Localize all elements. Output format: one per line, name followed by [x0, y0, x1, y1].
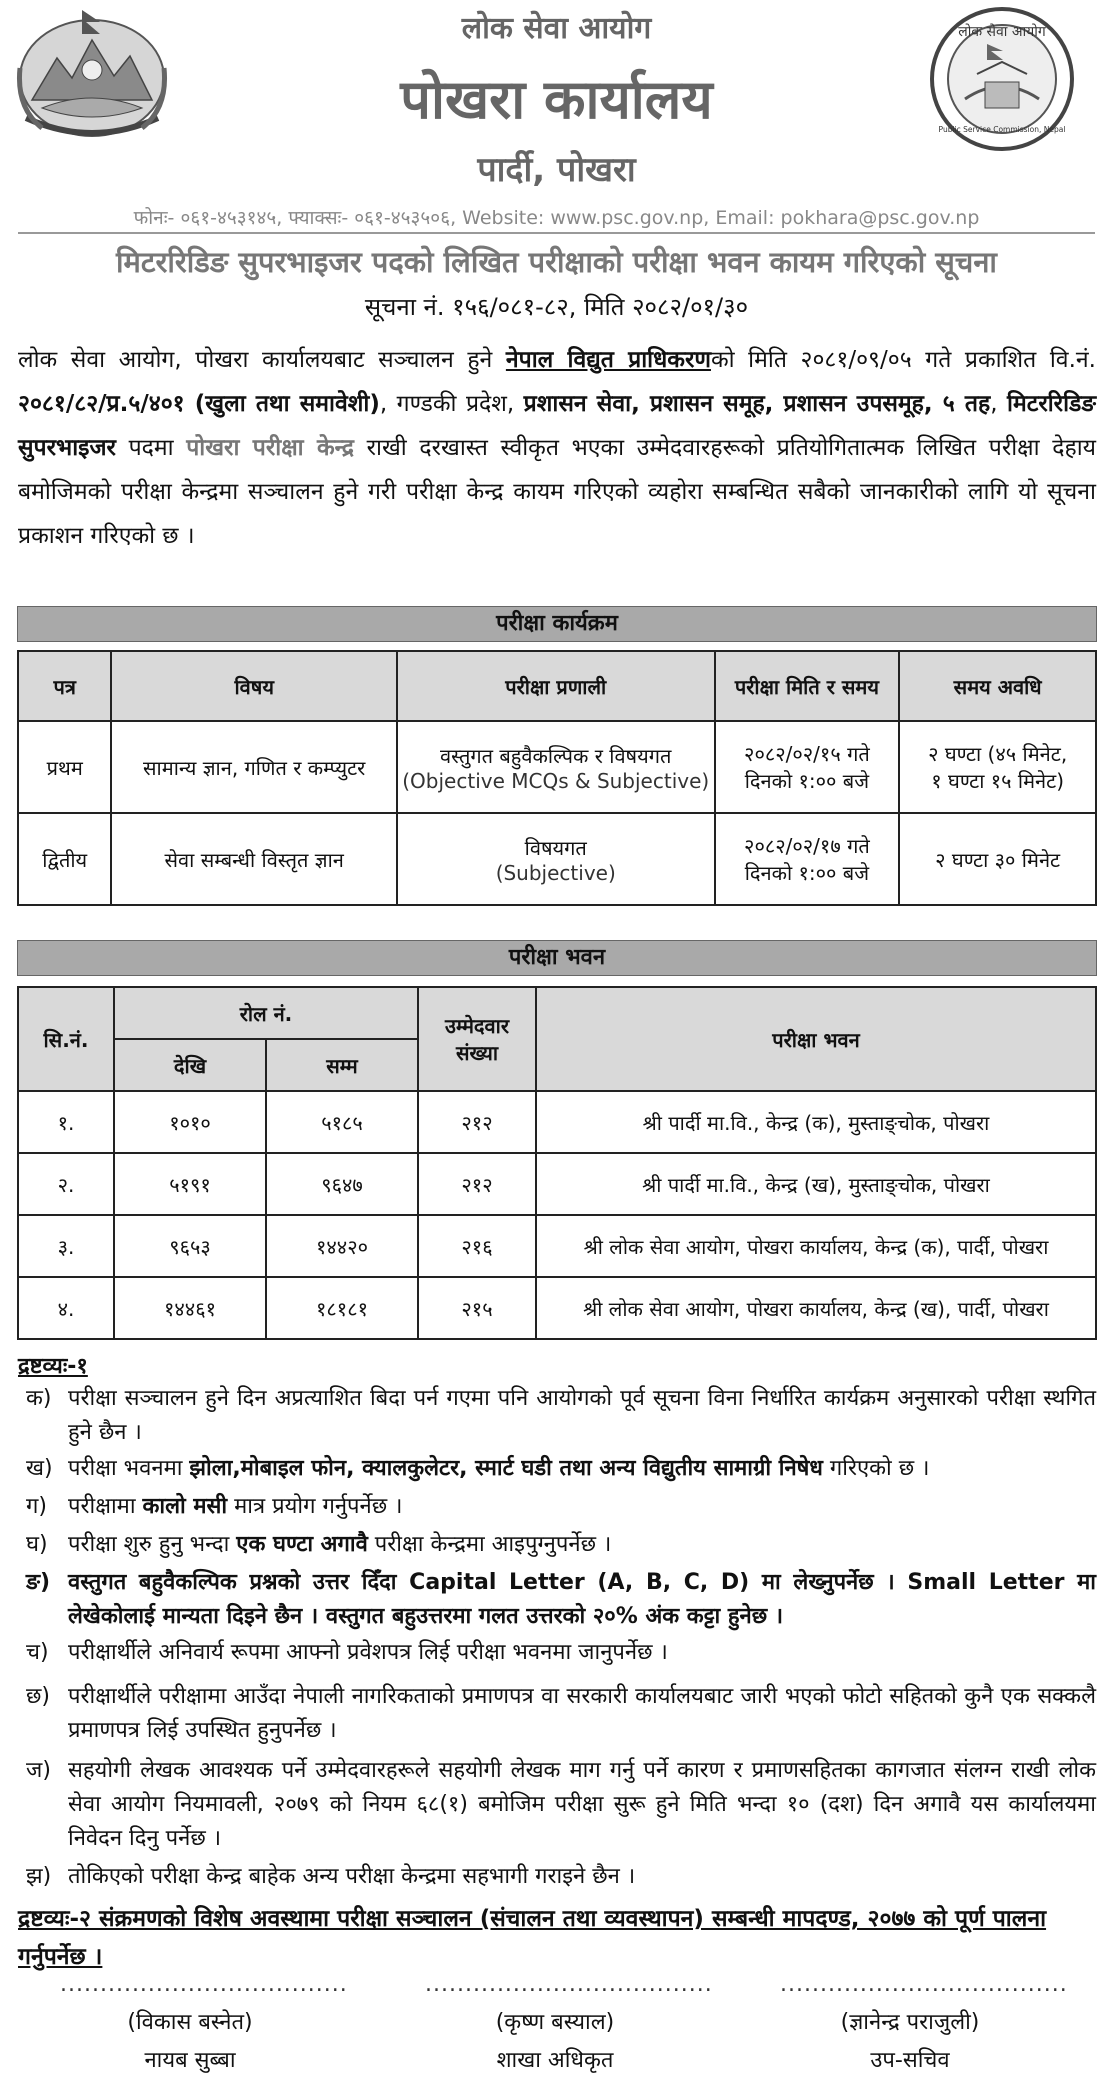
signatory-title: नायब सुब्बा [144, 2048, 236, 2073]
cell-to: १४४२० [266, 1215, 418, 1277]
note-text: तोकिएको परीक्षा केन्द्र बाहेक अन्य परीक्षा केन्द्रमा सहभागी गराइने छैन । [68, 1864, 636, 1889]
seal-bottom-text: Public Service Commission, Nepal [938, 125, 1066, 134]
col-date: परीक्षा मिति र समय [715, 651, 900, 721]
cell-paper: द्वितीय [18, 813, 111, 905]
system-text: वस्तुगत बहुवैकल्पिक र विषयगत [440, 743, 672, 768]
note-text [68, 1452, 1096, 1486]
table-header-row [18, 987, 1096, 1039]
cell-sn: १. [18, 1091, 114, 1153]
office-name: पोखरा कार्यालय [400, 68, 713, 131]
notice-number: सूचना नं. १५६/०८१-८२, मिति २०८२/०१/३० [364, 293, 749, 321]
body-bold: नेपाल विद्युत प्राधिकरण [505, 347, 711, 373]
cell-from: १०१० [114, 1091, 266, 1153]
centres-table [17, 986, 1097, 1340]
cell-subject: सेवा सम्बन्धी विस्तृत ज्ञान [111, 813, 397, 905]
table-row [18, 813, 1096, 905]
duration-text: २ घण्टा (४५ मिनेट, [928, 742, 1068, 766]
body-highlight: पोखरा परीक्षा केन्द्र [186, 435, 354, 461]
schedule-band: परीक्षा कार्यक्रम [17, 606, 1097, 642]
note-item [26, 1860, 1096, 1894]
duration-text-2: १ घण्टा १५ मिनेट) [931, 769, 1065, 793]
table-row [18, 1091, 1096, 1153]
note-mark: ख) [26, 1456, 53, 1481]
office-location: पार्दी, पोखरा [477, 150, 636, 190]
note-text: वस्तुगत बहुवैकल्पिक प्रश्नको उत्तर दिँदा Capital Letter (A, B, C, D) मा लेख्नुपर्नेछ । Small Letter मा लेखेकोलाई मान्यता दिइने छैन । वस्तुगत बहुउत्तरमा गलत उत्तरको २०% अंक कट्टा हुनेछ । [68, 1570, 1096, 1629]
system-text-en: (Subjective) [495, 860, 616, 885]
body-bold: २०८१/८२/प्र.५/४०१ (खुला तथा समावेशी) [18, 391, 380, 417]
note-text [68, 1490, 1096, 1524]
cell-paper: प्रथम [18, 721, 111, 813]
signature-line: .................................... [60, 1972, 348, 1997]
signatory-name: (विकास बस्नेत) [127, 2010, 253, 2035]
date-text: २०८२/०२/१७ गते [744, 834, 870, 858]
cell-from: १४४६१ [114, 1277, 266, 1339]
note-mark: छ) [26, 1684, 51, 1709]
footer-note: द्रष्टव्यः-२ संक्रमणको विशेष अवस्थामा परीक्षा सञ्चालन (संचालन तथा व्यवस्थापन) सम्बन्धी मापदण्ड, २०७७ को पूर्ण पालना गर्नुपर्नेछ । [18, 1906, 1047, 1970]
cell-to: ९६४७ [266, 1153, 418, 1215]
table-row [18, 721, 1096, 813]
body-text: पदमा [115, 435, 187, 461]
note-item [26, 1680, 1096, 1748]
note-mark: च) [26, 1640, 49, 1665]
note-bold: एक घण्टा अगावै [236, 1532, 368, 1557]
notes-heading: द्रष्टव्यः-१ [18, 1354, 88, 1379]
note-item [26, 1528, 1096, 1562]
body-text: , गण्डकी प्रदेश, [379, 391, 524, 417]
note-text [68, 1528, 1096, 1562]
header-divider [18, 232, 1095, 234]
signature-block [780, 1966, 1068, 2080]
signature-line: .................................... [780, 1972, 1068, 1997]
signatory-name: (कृष्ण बस्याल) [495, 2010, 615, 2035]
signature-line: .................................... [425, 1972, 713, 1997]
col-system: परीक्षा प्रणाली [397, 651, 715, 721]
count-header-2: संख्या [456, 1041, 498, 1065]
note-text-part: परीक्षा शुरु हुनु भन्दा [68, 1532, 237, 1557]
table-header-row [18, 651, 1096, 721]
signature-block [425, 1966, 713, 2080]
cell-duration: २ घण्टा ३० मिनेट [899, 813, 1096, 905]
centres-band: परीक्षा भवन [17, 940, 1097, 976]
body-text: , [990, 391, 1008, 417]
note-mark: ज) [26, 1758, 51, 1783]
body-text: लोक सेवा आयोग, पोखरा कार्यालयबाट सञ्चालन हुने [18, 347, 506, 373]
cell-system [397, 813, 715, 905]
note-text-part: परीक्षा भवनमा [68, 1456, 190, 1481]
count-header-1: उम्मेदवार [445, 1014, 509, 1038]
col-paper: पत्र [18, 651, 111, 721]
note-bold: झोला,मोबाइल फोन, क्यालकुलेटर, स्मार्ट घडी तथा अन्य विद्युतीय सामाग्री निषेध [189, 1456, 823, 1481]
cell-centre: श्री लोक सेवा आयोग, पोखरा कार्यालय, केन्द्र (ख), पार्दी, पोखरा [536, 1277, 1096, 1339]
cell-from: ९६५३ [114, 1215, 266, 1277]
time-text: दिनको १:०० बजे [744, 769, 870, 793]
signature-block [60, 1966, 348, 2080]
cell-count: २१२ [418, 1153, 536, 1215]
cell-to: ५१८५ [266, 1091, 418, 1153]
note-item [26, 1490, 1096, 1524]
cell-subject: सामान्य ज्ञान, गणित र कम्प्युटर [111, 721, 397, 813]
system-text: विषयगत [524, 835, 587, 860]
note-text: परीक्षार्थीले अनिवार्य रूपमा आफ्नो प्रवेशपत्र लिई परीक्षा भवनमा जानुपर्नेछ । [68, 1640, 668, 1665]
seal-top-text: लोक सेवा आयोग [958, 24, 1046, 40]
note-text-part: परीक्षा केन्द्रमा आइपुग्नुपर्नेछ । [367, 1532, 612, 1557]
cell-sn: ४. [18, 1277, 114, 1339]
cell-duration [899, 721, 1096, 813]
note-mark: क) [26, 1386, 52, 1411]
note-text: परीक्षार्थीले परीक्षामा आउँदा नेपाली नागरिकताको प्रमाणपत्र वा सरकारी कार्यालयबाट जारी भएको फोटो सहितको कुनै एक सक्कलै प्रमाणपत्र लिई उपस्थित हुनुपर्नेछ । [68, 1684, 1096, 1743]
note-text: परीक्षा सञ्चालन हुने दिन अप्रत्याशित बिदा पर्न गएमा पनि आयोगको पूर्व सूचना विना निर्धारित कार्यक्रम अनुसारको परीक्षा स्थगित हुने छैन । [68, 1386, 1096, 1445]
note-mark: ङ) [26, 1570, 51, 1595]
cell-sn: ३. [18, 1215, 114, 1277]
cell-sn: २. [18, 1153, 114, 1215]
col-from: देखि [114, 1039, 266, 1091]
date-text: २०८२/०२/१५ गते [744, 742, 870, 766]
cell-centre: श्री लोक सेवा आयोग, पोखरा कार्यालय, केन्द्र (क), पार्दी, पोखरा [536, 1215, 1096, 1277]
note-mark: झ) [26, 1864, 52, 1889]
signatory-title: उप-सचिव [870, 2048, 950, 2073]
signatory-name: (ज्ञानेन्द्र पराजुली) [840, 2010, 980, 2035]
table-row [18, 1153, 1096, 1215]
col-sn: सि.नं. [18, 987, 114, 1091]
org-name: लोक सेवा आयोग [461, 11, 652, 46]
cell-count: २१२ [418, 1091, 536, 1153]
col-subject: विषय [111, 651, 397, 721]
note-text-part: परीक्षामा [68, 1494, 143, 1519]
cell-centre: श्री पार्दी मा.वि., केन्द्र (क), मुस्ताङ्चोक, पोखरा [536, 1091, 1096, 1153]
note-item [26, 1452, 1096, 1486]
cell-date [715, 813, 900, 905]
note-text-part: मात्र प्रयोग गर्नुपर्नेछ । [227, 1494, 403, 1519]
body-bold: मिटररिडिङ सुपरभाइजर [18, 391, 1097, 461]
contact-info: फोनः- ०६१-४५३१४५, फ्याक्सः- ०६१-४५३५०६, Website: www.psc.gov.np, Email: pokhara@psc.gov.np [133, 207, 980, 229]
note-text: सहयोगी लेखक आवश्यक पर्ने उम्मेदवारहरूले सहयोगी लेखक माग गर्नु पर्ने कारण र प्रमाणसहितका कागजात संलग्न राखी लोक सेवा आयोग नियमावली, २०७९ को नियम ६८(१) बमोजिम परीक्षा सुरू हुने मिति भन्दा १० (दश) दिन अगावै यस कार्यालयमा निवेदन दिनु पर्नेछ । [68, 1758, 1096, 1851]
schedule-table [17, 650, 1097, 906]
col-to: सम्म [266, 1039, 418, 1091]
cell-date [715, 721, 900, 813]
note-mark: ग) [26, 1494, 47, 1519]
note-text-part: गरिएको छ । [822, 1456, 930, 1481]
cell-from: ५१९१ [114, 1153, 266, 1215]
cell-count: २१६ [418, 1215, 536, 1277]
system-text-en: (Objective MCQs & Subjective) [402, 768, 710, 793]
body-bold: प्रशासन सेवा, प्रशासन समूह, प्रशासन उपसमूह, ५ तह [523, 391, 991, 417]
note-item [26, 1382, 1096, 1450]
time-text: दिनको १:०० बजे [744, 861, 870, 885]
note-item [26, 1754, 1096, 1856]
body-text: को मिति २०८१/०९/०५ गते प्रकाशित वि.नं. [710, 347, 1096, 373]
note-item [26, 1566, 1096, 1634]
notice-title: मिटररिडिङ सुपरभाइजर पदको लिखित परीक्षाको परीक्षा भवन कायम गरिएको सूचना [116, 245, 997, 279]
body-text: राखी दरखास्त स्वीकृत भएका उम्मेदवारहरूको प्रतियोगितात्मक लिखित परीक्षा देहाय बमोजिमको परीक्षा केन्द्रमा सञ्चालन हुने गरी परीक्षा केन्द्र कायम गरिएको व्यहोरा सम्बन्धित सबैको जानकारीको लागि यो सूचना प्रकाशन गरिएको छ । [18, 435, 1096, 549]
col-roll: रोल नं. [114, 987, 418, 1039]
notice-body [18, 338, 1096, 558]
note-bold: कालो मसी [142, 1494, 228, 1519]
table-row [18, 1277, 1096, 1339]
table-row [18, 1215, 1096, 1277]
col-centre: परीक्षा भवन [536, 987, 1096, 1091]
signatory-title: शाखा अधिकृत [496, 2048, 614, 2073]
col-duration: समय अवधि [899, 651, 1096, 721]
note-item [26, 1636, 1096, 1670]
cell-system [397, 721, 715, 813]
cell-count: २१५ [418, 1277, 536, 1339]
note-mark: घ) [26, 1532, 48, 1557]
cell-centre: श्री पार्दी मा.वि., केन्द्र (ख), मुस्ताङ्चोक, पोखरा [536, 1153, 1096, 1215]
cell-to: १८१८१ [266, 1277, 418, 1339]
col-count [418, 987, 536, 1091]
